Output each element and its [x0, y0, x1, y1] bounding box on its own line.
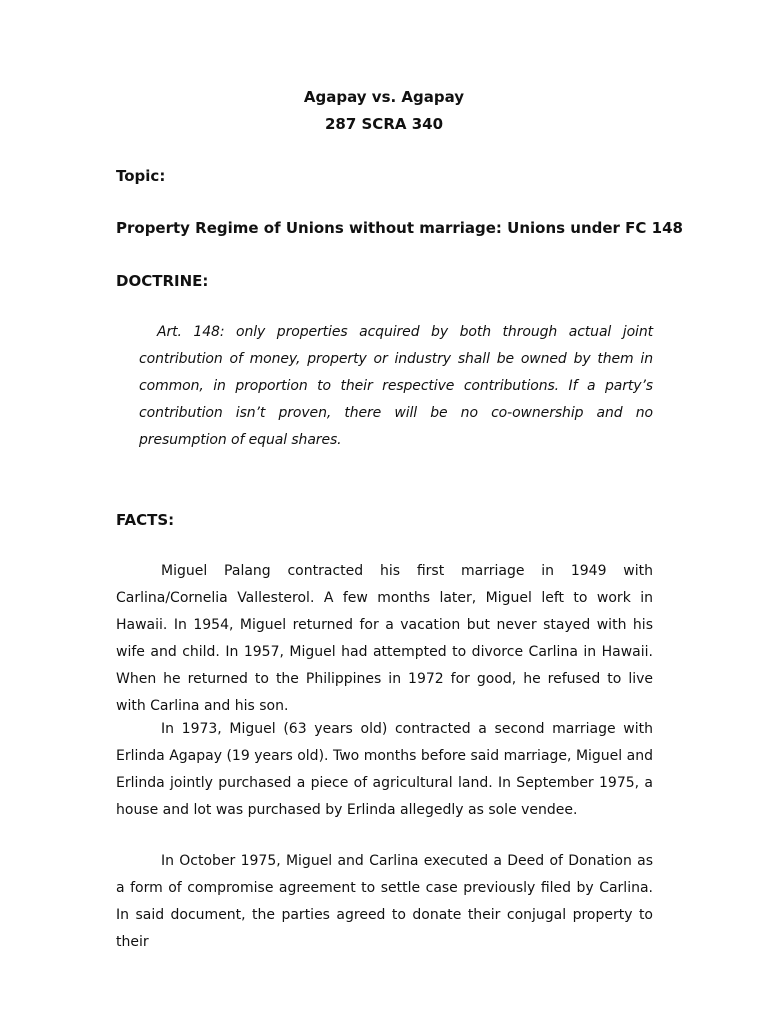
- case-title: Agapay vs. Agapay: [303, 88, 465, 106]
- facts-paragraph: In October 1975, Miguel and Carlina executed a Deed of Donation as a form of compromise agreement to settle case previously filed by Carlina. In said document, the parties agreed to donate their conjugal property to their: [116, 853, 653, 950]
- facts-paragraph: In 1973, Miguel (63 years old) contracted a second marriage with Erlinda Agapay (19 years old). Two months before said marriage, Miguel and Erlinda jointly purchased a piece of agricultural land. In September 1975, a house and lot was purchased by Erlinda allegedly as sole vendee.: [116, 721, 653, 818]
- doctrine-heading: DOCTRINE:: [116, 272, 209, 290]
- case-citation: 287 SCRA 340: [324, 115, 444, 133]
- topic-heading: Topic:: [116, 167, 166, 185]
- facts-heading: FACTS:: [116, 511, 175, 529]
- topic-text: Property Regime of Unions without marriage: Unions under FC 148: [116, 219, 683, 237]
- doctrine-text: Art. 148: only properties acquired by both through actual joint contribution of money, property or industry shall be owned by them in common, in proportion to their respective contributions. If a party’s contribution isn’t proven, there will be no co-ownership and no presumption of equal shares.: [139, 324, 653, 448]
- facts-paragraph: Miguel Palang contracted his first marriage in 1949 with Carlina/Cornelia Vallesterol. A few months later, Miguel left to work in Hawaii. In 1954, Miguel returned for a vacation but never stayed with his wife and child. In 1957, Miguel had attempted to divorce Carlina in Hawaii. When he returned to the Philippines in 1972 for good, he refused to live with Carlina and his son.: [116, 563, 653, 714]
